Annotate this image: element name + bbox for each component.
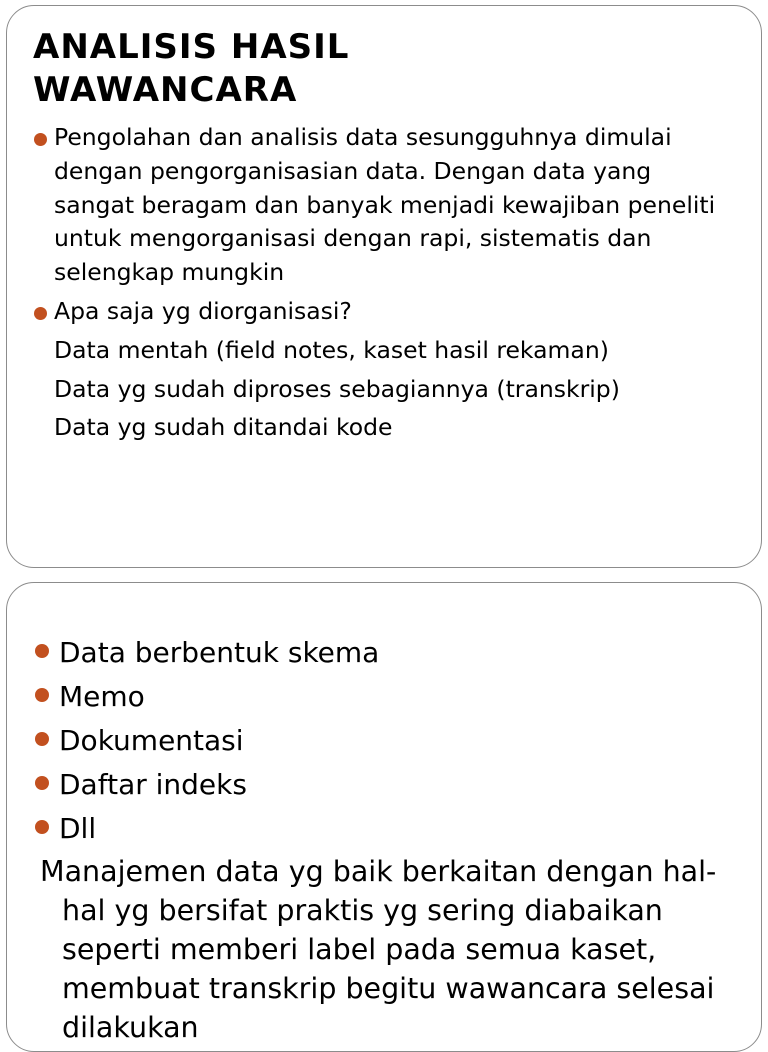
bullet-item-text: Dll: [59, 812, 97, 845]
bullet-dot-icon: [35, 732, 49, 746]
sub-item: [33, 373, 733, 407]
bullet-item: [33, 121, 733, 290]
body-paragraph: Manajemen data yg baik berkaitan dengan hal-hal yg bersifat praktis yg sering diabaikan seperti memberi label pada semua kaset, membuat transkrip begitu wawancara selesai dilakukan: [40, 855, 717, 1044]
sub-item-text: Data yg sudah ditandai kode: [54, 413, 393, 442]
sub-item-text: Data yg sudah diproses sebagiannya (transkrip): [54, 374, 620, 403]
bullet-item-text: Pengolahan dan analisis data sesungguhnya dimulai dengan pengorganisasian data. Dengan data yang sangat beragam dan banyak menjadi kewajiban peneliti untuk mengorganisasi dengan rapi, sistematis dan selengkap mungkin: [54, 123, 716, 287]
sub-item: [33, 411, 733, 445]
bullet-item: [33, 295, 733, 329]
bullet-item: [33, 631, 733, 675]
bullet-item-text: Memo: [59, 680, 145, 713]
bullet-dot-icon: [34, 133, 47, 146]
bullet-item-text: Data berbentuk skema: [59, 636, 380, 669]
bullet-dot-icon: [34, 307, 47, 320]
bullet-dot-icon: [35, 776, 49, 790]
bullet-item-text: Dokumentasi: [59, 724, 244, 757]
bullet-item: [33, 719, 733, 763]
bullet-dot-icon: [35, 644, 49, 658]
slide-2-bullet-list: [33, 631, 733, 851]
slide-title: ANALISIS HASIL WAWANCARA: [33, 27, 350, 110]
bullet-item-text: Daftar indeks: [59, 768, 247, 801]
slide-1-bullet-list: [33, 121, 733, 450]
bullet-item: [33, 763, 733, 807]
bullet-item: [33, 675, 733, 719]
bullet-dot-icon: [35, 820, 49, 834]
bullet-dot-icon: [35, 688, 49, 702]
bullet-item: [33, 807, 733, 851]
sub-item: [33, 334, 733, 368]
bullet-item-text: Apa saja yg diorganisasi?: [54, 296, 352, 325]
sub-item-text: Data mentah (field notes, kaset hasil rekaman): [54, 335, 609, 364]
